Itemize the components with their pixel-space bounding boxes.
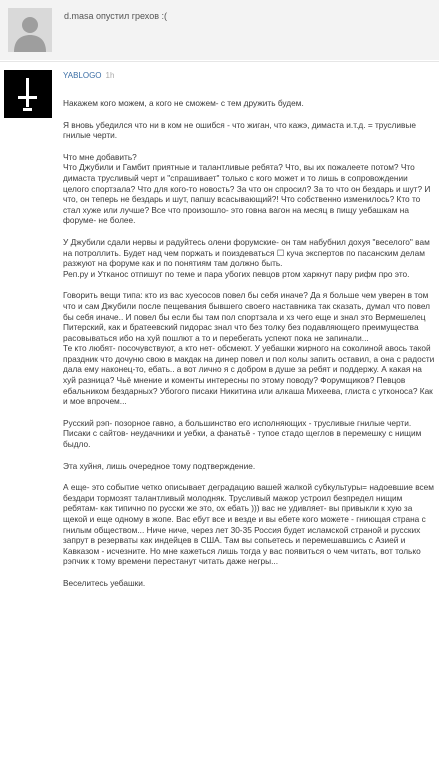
user-silhouette-icon: [8, 8, 52, 52]
comment-author-link[interactable]: YABLOGO: [63, 71, 102, 80]
default-avatar[interactable]: [8, 8, 52, 52]
comment-paragraph: Эта хуйня, лишь очередное тому подтверждение.: [63, 460, 256, 471]
comment-body: [63, 98, 435, 600]
inverted-cross-icon: [4, 70, 52, 118]
previous-comment: [0, 0, 439, 60]
comment-paragraph: А еще- это событие четко описывает деградацию вашей жалкой субкультуры= надоевшие всем бездари тормозят талантливый молодняк. Трусливый мажор устроил безпредел нищим ребятам- как типично по русски же это, ох ебать ))) вас не удивляет- вы привыкли к хую за щекой и еще одному в жопе. Вас ебут все и везде и вы ебете кого можете - гниющая страна с гнилым обществом... Ниче ниче, через лет 30-35 Россия будет исламской страной и русских запрут в резерваты как индейцев в США. Там вы сопьетесь и перемешавшись с Азией и Кавказом - исчезните. Но мне кажеться лишь тогда у вас появиться о чем читать, вот только рэпчик к тому времени перестанут читать даже негры...: [63, 482, 434, 567]
divider: [0, 61, 439, 62]
comment-paragraph: Я вновь убедился что ни в ком не ошибся - что жиган, что кажэ, димаста и.т.д. = трусливые гнилые черти.: [63, 119, 416, 141]
comment-paragraph: Что мне добавить? Что Джубили и Гамбит приятные и талантливые ребята? Что, вы их пожалеете потом? Что димаста трусливый черт и "спрашивает" только с кого может и то лишь в сопровождении целого спортзала? Что для кого-то новость? За что он спросил? За то что он бездарь и шут? И что, он теперь не бездарь и шут, папшу всасывающий?! Что собственно изменилось? Кто то стал хуже или лучше? Все что произошло- это говна вагон на месяц в пищу уебашкам на форуме- не более.: [63, 151, 431, 226]
commenter-avatar[interactable]: [4, 70, 52, 118]
comment-paragraph: Говорить вещи типа: кто из вас хуесосов повел бы себя иначе? Да я больше чем уверен в том что и сам Джубили после пещевания бывшего своего наставника так сказать, думал что повел бы себя иначе.. И повел бы если бы там пол спортзала и хз чего еще и знал это Вермешелец Питерский, как и братеевский пидорас знал что без толку без подавляющего преимущества расовываться ибо на хуй пошлют а то и перебегать успеют пока не запинали... Те кто любят- посочувствуют, а кто нет- обсмеют. У уебашки жирного на соколиной авось такой праздник что дочуню свою в макдак на динер повел и пол колы запить оставил, а она с радости дала ему наконец-то, ебать.. а вот лично я с добром в душе за ребят и поддержу. А какая на хуй разница? Чьё мнение и коменты интересны по этому поводу? Форумщиков? Певцов ебальником бездарных? Убогого писаки Никитина или алкаша Михеева, глиста с утконоса? Как и мое впрочем...: [63, 290, 435, 407]
comment-paragraph: Накажем кого можем, а кого не сможем- с тем дружить будем.: [63, 98, 304, 108]
comment-paragraph: Веселитесь уебашки.: [63, 577, 146, 588]
comment-paragraph: У Джубили сдали нервы и радуйтесь олени форумские- он там набубнил дохуя "веселого" вам на потроллить. Будет над чем поржать и поиздеваться ☐ куча экспертов по пасанским делам разжуют на форуме как и по понятиям там должно быть. Реп.ру и Утканос отпишут по теме и пара убогих певцов ртом харкнут пару рифм про это.: [63, 236, 430, 279]
comment-paragraph: Русский рэп- позорное гавно, а большинство его исполняющих - трусливые гнилые черти. Писаки с сайтов- неудачники и уебки, а фанатьё - тупое стадо щеглов в перемешку с нищим быдло.: [63, 417, 422, 450]
comment-timestamp: 1h: [105, 71, 115, 80]
comment-meta: [63, 71, 114, 80]
previous-comment-text: d.masa опустил грехов :(: [64, 11, 167, 21]
